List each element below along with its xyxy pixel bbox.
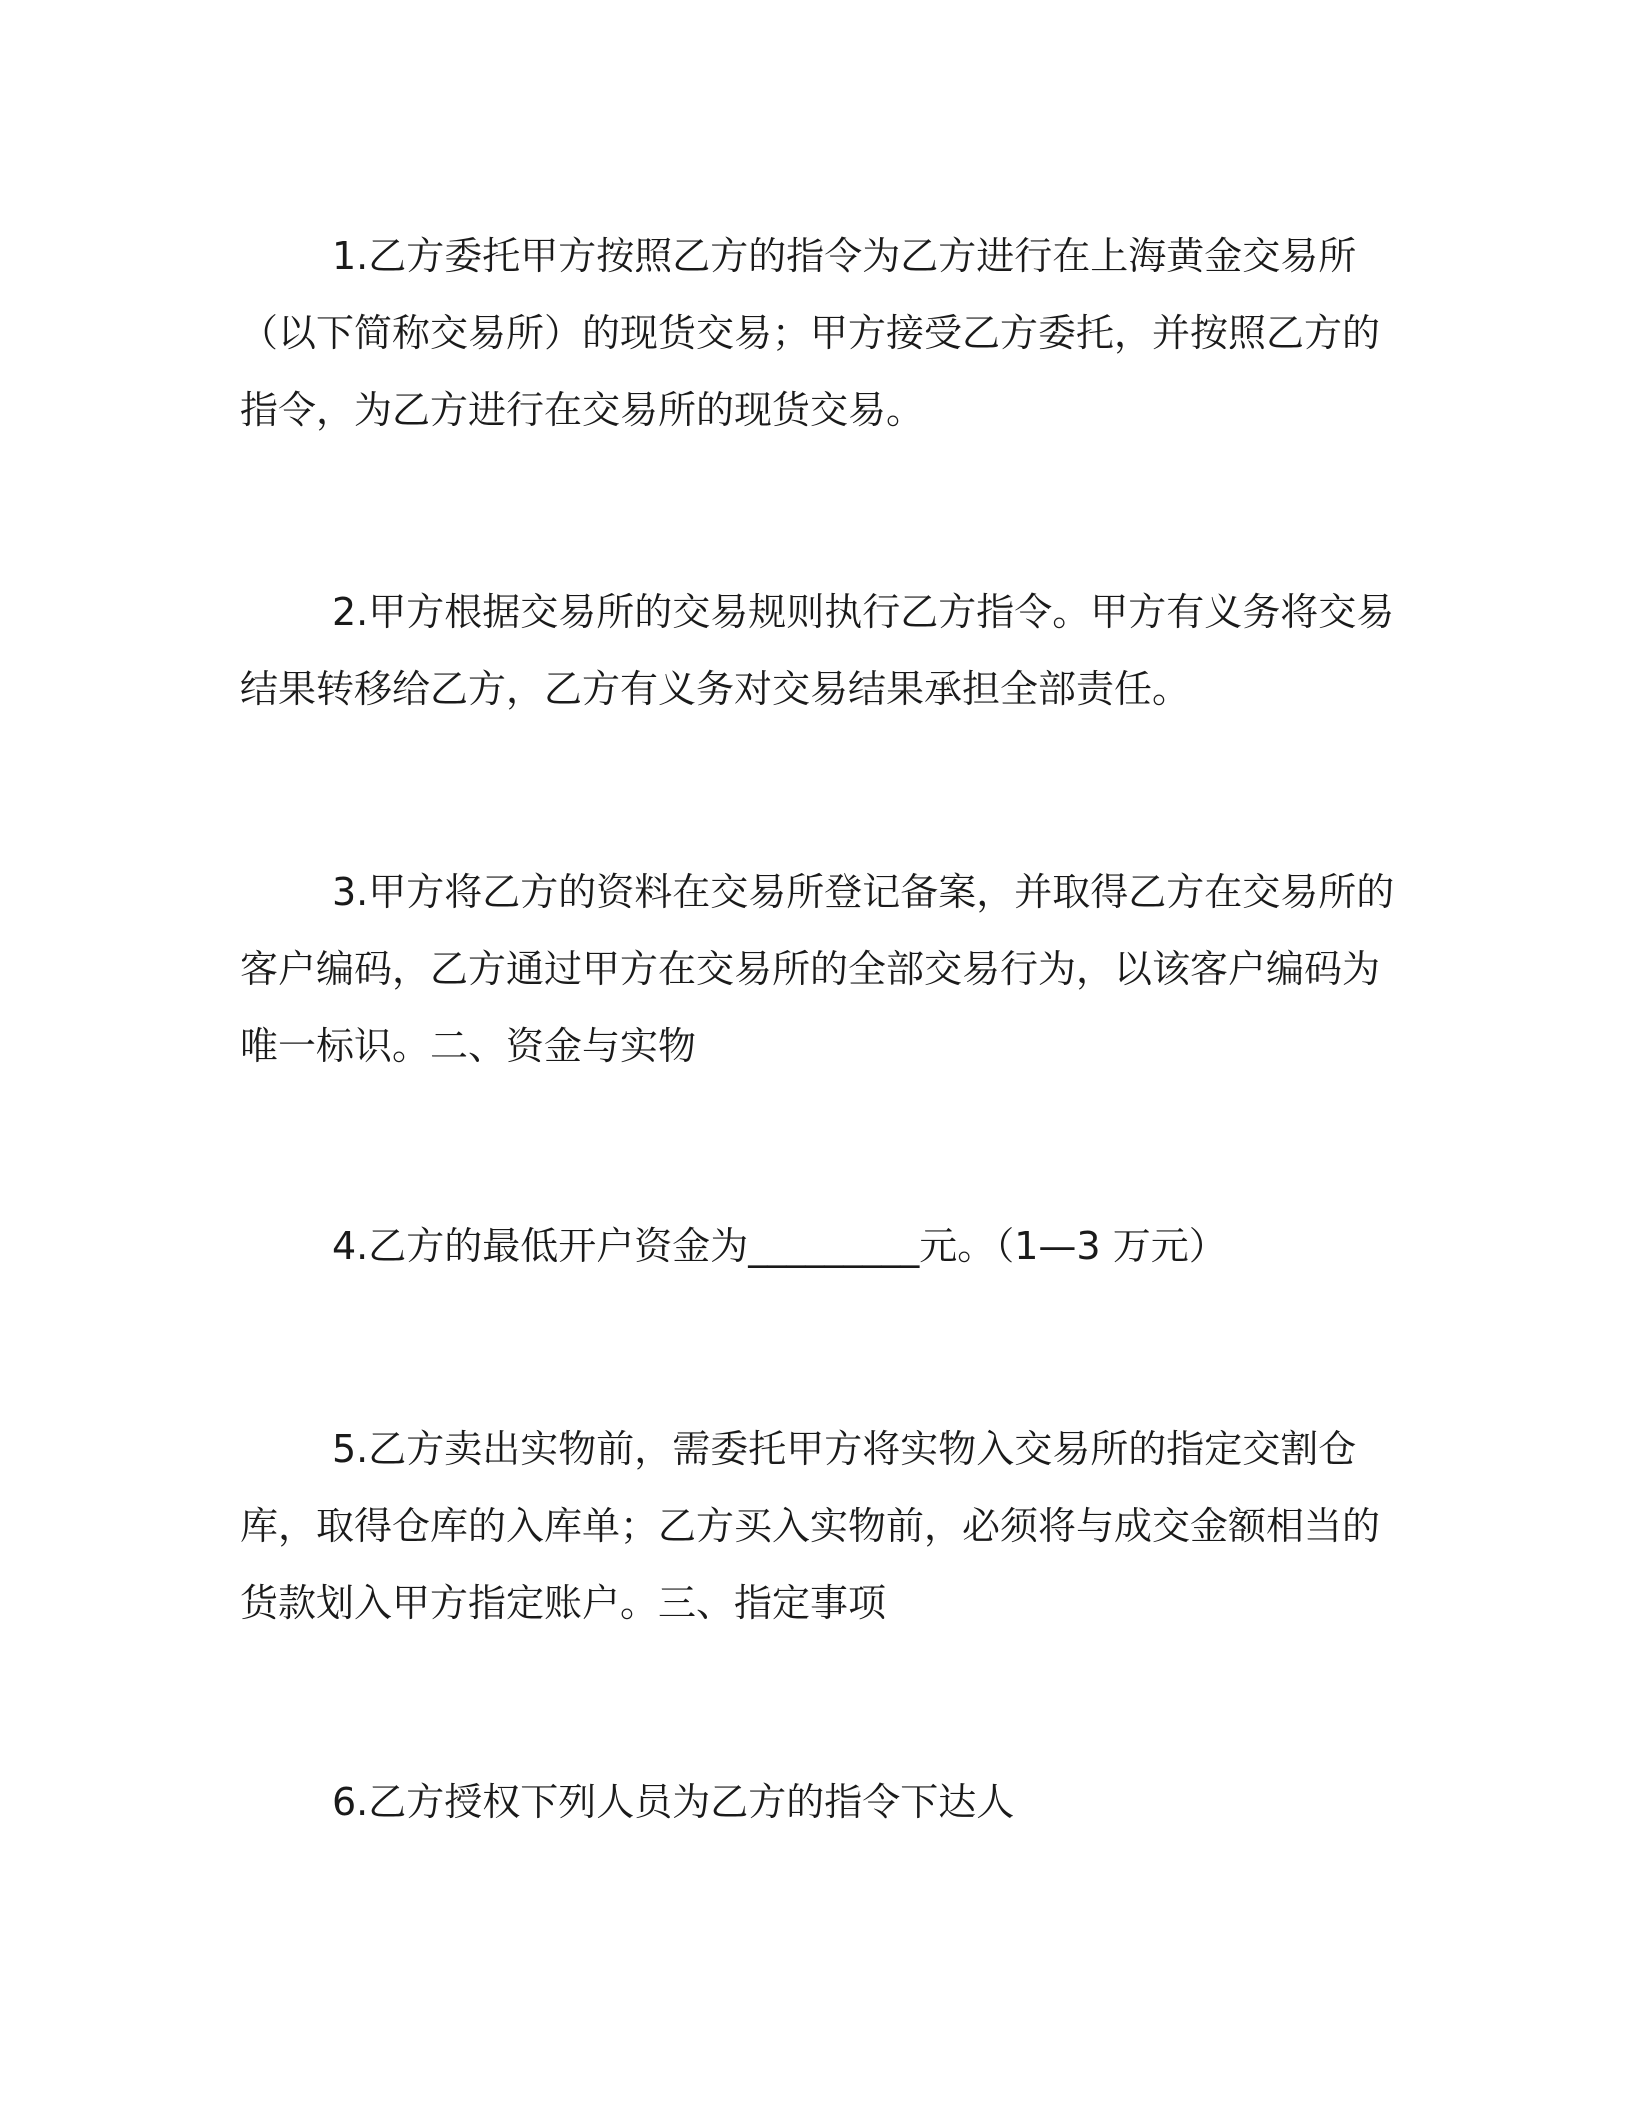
clause-6: 6.乙方授权下列人员为乙方的指令下达人 xyxy=(332,1780,1015,1824)
clause-3: 3.甲方将乙方的资料在交易所登记备案，并取得乙方在交易所的客户编码，乙方通过甲方在交易所的全部交易行为，以该客户编码为唯一标识。二、资金与实物 xyxy=(240,870,1395,1068)
clause-5: 5.乙方卖出实物前，需委托甲方将实物入交易所的指定交割仓库，取得仓库的入库单；乙方买入实物前，必须将与成交金额相当的货款划入甲方指定账户。三、指定事项 xyxy=(240,1427,1381,1625)
clause-2: 2.甲方根据交易所的交易规则执行乙方指令。甲方有义务将交易结果转移给乙方，乙方有义务对交易结果承担全部责任。 xyxy=(240,590,1395,711)
clause-4: 4.乙方的最低开户资金为_________元。（1—3 万元） xyxy=(332,1224,1227,1268)
clause-1: 1.乙方委托甲方按照乙方的指令为乙方进行在上海黄金交易所（以下简称交易所）的现货交易；甲方接受乙方委托，并按照乙方的指令，为乙方进行在交易所的现货交易。 xyxy=(240,234,1381,432)
